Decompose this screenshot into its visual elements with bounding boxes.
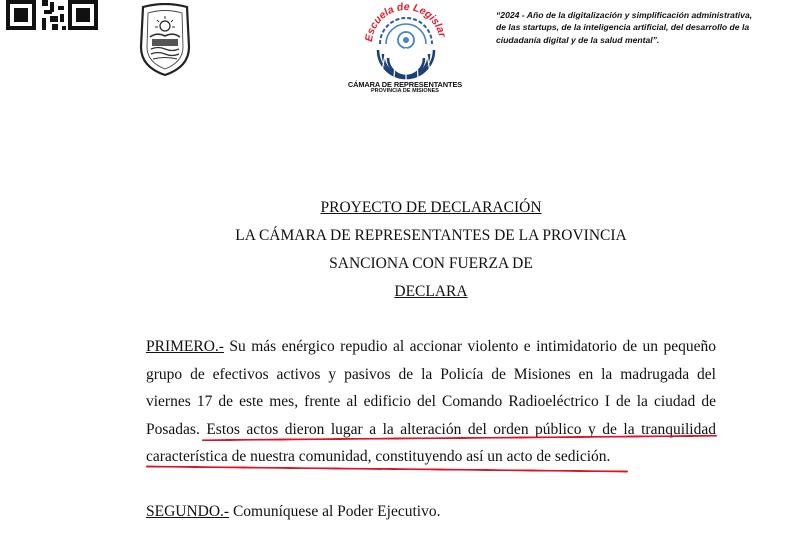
primero-line-2: grupo de efectivos activos y pasivos de la Policía de Misiones en la madrugada del — [146, 366, 716, 383]
document-title: PROYECTO DE DECLARACIÓN — [320, 199, 542, 216]
year-motto — [496, 9, 796, 46]
svg-text:Escuela de Legislar — [363, 1, 448, 43]
segundo-text: Comuníquese al Poder Ejecutivo. — [232, 503, 441, 520]
primero-label: PRIMERO.- — [146, 338, 224, 355]
primero-posadas: Posadas. — [146, 421, 200, 438]
sanciona-heading: SANCIONA CON FUERZA DE — [329, 255, 533, 272]
logo-org-name: CÁMARA DE REPRESENTANTES — [347, 80, 463, 89]
provincial-seal — [135, 3, 195, 77]
primero-line-1 — [146, 338, 716, 356]
motto-line: de las startups, de la inteligencia artificial, del desarrollo de la — [496, 22, 750, 33]
segundo-line — [146, 503, 716, 521]
declara-heading: DECLARA — [394, 283, 468, 300]
red-highlight-underline — [146, 465, 628, 472]
motto-line: “2024 - Año de la digitalización y simplificación administrativa, — [496, 10, 753, 20]
motto-line: ciudadanía digital y de la salud mental”. — [496, 34, 660, 45]
primero-line-5: característica de nuestra comunidad, constituyendo así un acto de sedición. — [146, 448, 611, 465]
segundo-label: SEGUNDO.- — [146, 503, 230, 520]
primero-line-3: viernes 17 de este mes, frente al edificio del Comando Radioeléctrico I de la ciudad de — [146, 393, 716, 410]
primero-highlighted-text: Estos actos dieron lugar a la alteración del orden público y de la tranquilidad — [206, 421, 716, 438]
camara-logo — [340, 0, 470, 98]
legislar-emblem-icon — [358, 0, 454, 80]
logo-arc-text: Escuela de Legislar — [362, 0, 449, 43]
logo-province: PROVINCIA DE MISIONES — [371, 88, 439, 94]
qr-code — [6, 0, 98, 30]
chamber-heading: LA CÁMARA DE REPRESENTANTES DE LA PROVINCIA — [235, 227, 627, 244]
primero-text: Su más enérgico repudio al accionar violento e intimidatorio de un pequeño — [229, 338, 716, 355]
